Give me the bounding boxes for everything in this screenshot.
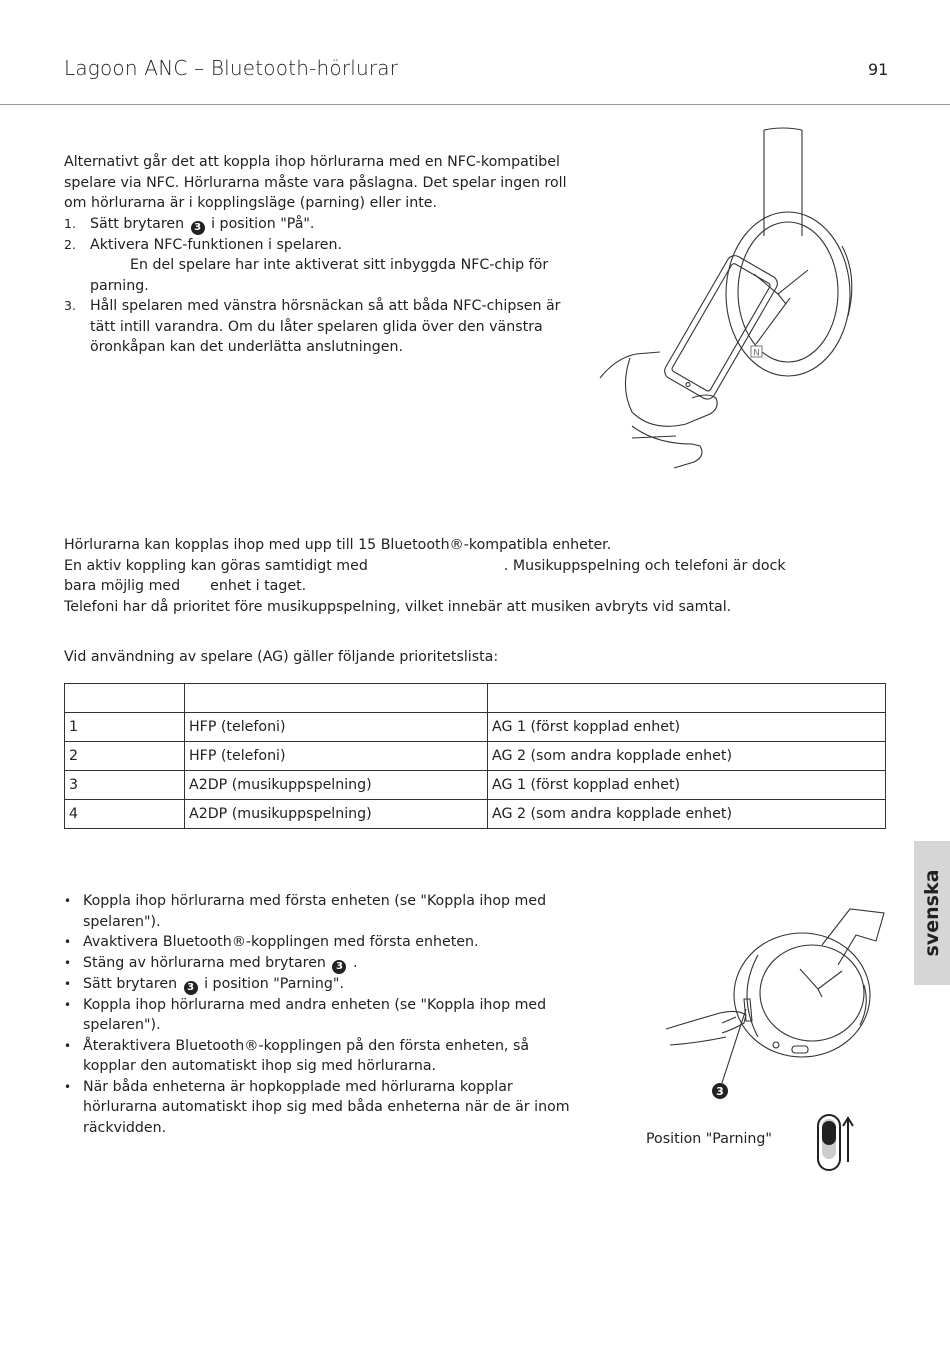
table-cell: 2 [65, 742, 185, 771]
table-row [65, 771, 886, 800]
nfc-intro: Alternativt går det att koppla ihop hörlurarna med en NFC-kompatibel spelare via NFC. Hörlurarna måste vara påslagna. Det spelar ingen roll om hörlurarna är i kopplingsläge (parning) eller inte. [64, 154, 567, 211]
nfc-step-2-note [64, 255, 579, 296]
multipoint-line-4: Telefoni har då prioritet före musikuppspelning, vilket innebär att musiken avbryts vid samtal. [64, 598, 732, 615]
multipoint-section [64, 535, 884, 617]
text-fragment: En aktiv koppling kan göras samtidigt med [64, 557, 368, 574]
nfc-pairing-illustration [596, 126, 876, 471]
position-caption: Position "Parning" [646, 1131, 772, 1147]
table-header-cell [65, 684, 185, 713]
list-item [64, 953, 584, 974]
table-cell: AG 2 (som andra kopplade enhet) [488, 742, 886, 771]
table-row [65, 800, 886, 829]
step-text: Håll spelaren med vänstra hörsnäckan så att båda NFC-chipsen är tätt intill varandra. Om du låter spelaren glida över den vänstra öronkåpan kan det underlätta anslutningen. [90, 298, 561, 355]
nfc-steps [64, 214, 579, 358]
table-header-cell [488, 684, 886, 713]
step-text: i position "På". [211, 215, 315, 232]
second-device-section [64, 891, 584, 1138]
list-item: • Avaktivera Bluetooth®-kopplingen med första enheten. [64, 932, 584, 953]
list-item: • När båda enheterna är hopkopplade med hörlurarna kopplar hörlurarna automatiskt ihop sig med båda enheterna när de är inom räckvidden. [64, 1077, 584, 1139]
table-cell: HFP (telefoni) [185, 742, 488, 771]
page-title: Lagoon ANC – Bluetooth-hörlurar [64, 56, 399, 80]
text-fragment: Stäng av hörlurarna med brytaren [83, 954, 326, 971]
nfc-label: N [753, 348, 760, 359]
table-cell: AG 2 (som andra kopplade enhet) [488, 800, 886, 829]
text-fragment: enhet i taget. [210, 578, 307, 594]
text-fragment: . [352, 954, 358, 971]
nfc-step-1 [64, 214, 579, 235]
text-fragment: i position "Parning". [204, 975, 344, 992]
switch-badge-icon: 3 [332, 960, 346, 974]
multipoint-line-3 [64, 576, 884, 597]
table-row [65, 742, 886, 771]
switch-badge-icon: 3 [184, 981, 198, 995]
nfc-section [64, 152, 579, 358]
table-cell: 4 [65, 800, 185, 829]
nfc-step-3 [64, 296, 579, 358]
priority-table [64, 683, 886, 829]
text-fragment: bara möjlig med [64, 578, 181, 594]
list-item: • Återaktivera Bluetooth®-kopplingen på den första enheten, så kopplar den automatiskt ihop sig med hörlurarna. [64, 1036, 584, 1077]
pairing-switch-icon [812, 1112, 858, 1174]
step-number: 3. [64, 298, 76, 313]
multipoint-line-1: Hörlurarna kan kopplas ihop med upp till 15 Bluetooth®-kompatibla enheter. [64, 537, 612, 553]
nfc-step-2 [64, 235, 579, 256]
table-cell: 3 [65, 771, 185, 800]
language-tab-label: svenska [921, 869, 943, 957]
table-cell: A2DP (musikuppspelning) [185, 771, 488, 800]
table-cell: AG 1 (först kopplad enhet) [488, 771, 886, 800]
table-header-cell [185, 684, 488, 713]
step-note: En del spelare har inte aktiverat sitt inbyggda NFC-chip för parning. [90, 257, 549, 294]
table-cell: A2DP (musikuppspelning) [185, 800, 488, 829]
step-text: Aktivera NFC-funktionen i spelaren. [90, 236, 342, 253]
step-text: Sätt brytaren [90, 215, 185, 232]
page-number: 91 [868, 60, 889, 79]
table-cell: 1 [65, 713, 185, 742]
second-device-steps [64, 891, 584, 1138]
step-number: 2. [64, 236, 76, 252]
list-item: • Koppla ihop hörlurarna med andra enheten (se "Koppla ihop med spelaren"). [64, 995, 584, 1036]
multipoint-line-2 [64, 556, 884, 577]
switch-badge-icon: 3 [191, 221, 205, 235]
priority-intro: Vid användning av spelare (AG) gäller följande prioritetslista: [64, 649, 499, 665]
text-fragment: Sätt brytaren [83, 975, 178, 992]
table-cell: AG 1 (först kopplad enhet) [488, 713, 886, 742]
table-header-row [65, 684, 886, 713]
language-tab[interactable] [914, 841, 950, 985]
header-divider [0, 104, 950, 105]
step-number: 1. [64, 215, 76, 231]
list-item: • Koppla ihop hörlurarna med första enheten (se "Koppla ihop med spelaren"). [64, 891, 584, 932]
text-fragment: . Musikuppspelning och telefoni är dock [503, 557, 786, 574]
table-row [65, 713, 886, 742]
switch-number-label: 3 [716, 1085, 724, 1098]
list-item [64, 974, 584, 995]
headphone-switch-illustration [662, 905, 892, 1105]
table-cell: HFP (telefoni) [185, 713, 488, 742]
